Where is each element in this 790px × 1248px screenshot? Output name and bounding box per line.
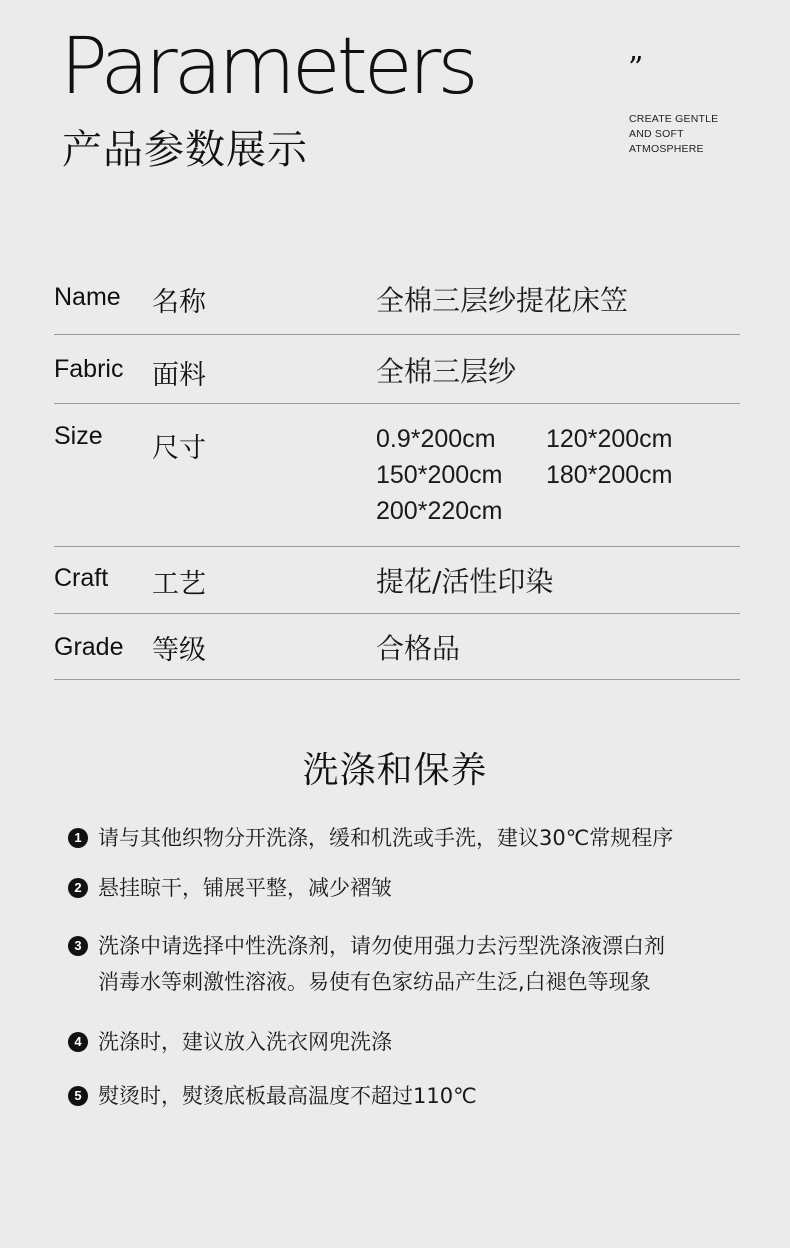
number-badge-icon: 3 — [68, 936, 88, 956]
size-value: 0.9*200cm — [376, 425, 496, 453]
size-value: 150*200cm — [376, 461, 503, 489]
page-title-en: Parameters — [60, 22, 475, 112]
param-value: 全棉三层纱提花床笠 — [376, 284, 629, 317]
size-value: 180*200cm — [546, 461, 673, 489]
param-label-cn: 尺寸 — [152, 433, 206, 464]
param-label-en: Fabric — [54, 355, 124, 383]
number-badge-icon: 4 — [68, 1032, 88, 1052]
param-value: 合格品 — [376, 632, 461, 665]
number-badge-icon: 2 — [68, 878, 88, 898]
param-label-cn: 等级 — [152, 635, 206, 666]
care-text: 请与其他织物分开洗涤，缓和机洗或手洗，建议30℃常规程序 — [98, 826, 674, 850]
param-row-name — [54, 264, 740, 335]
param-value: 提花/活性印染 — [376, 565, 554, 598]
param-row-grade — [54, 614, 740, 680]
care-title: 洗涤和保养 — [302, 750, 488, 791]
param-label-cn: 名称 — [152, 287, 206, 318]
care-text: 洗涤时，建议放入洗衣网兜洗涤 — [98, 1030, 392, 1054]
size-value: 120*200cm — [546, 425, 673, 453]
param-value: 全棉三层纱 — [376, 355, 517, 388]
care-text: 悬挂晾干，铺展平整，减少褶皱 — [98, 876, 392, 900]
care-text: 洗涤中请选择中性洗涤剂，请勿使用强力去污型洗涤液漂白剂 — [98, 934, 665, 958]
quote-mark-icon: ” — [628, 51, 644, 86]
care-text: 熨烫时，熨烫底板最高温度不超过110℃ — [98, 1084, 477, 1108]
param-label-en: Name — [54, 283, 121, 311]
page-title-cn: 产品参数展示 — [62, 127, 308, 173]
tagline-line: CREATE GENTLE — [629, 113, 719, 125]
param-row-size — [54, 404, 740, 547]
param-row-fabric — [54, 335, 740, 404]
tagline — [629, 112, 718, 157]
param-row-craft — [54, 547, 740, 614]
size-value: 200*220cm — [376, 497, 503, 525]
param-label-en: Grade — [54, 633, 124, 661]
size-values — [376, 424, 716, 526]
param-label-en: Craft — [54, 564, 109, 592]
care-text: 消毒水等刺激性溶液。易使有色家纺品产生泛,白褪色等现象 — [98, 970, 651, 994]
number-badge-icon: 5 — [68, 1086, 88, 1106]
tagline-line: ATMOSPHERE — [629, 143, 704, 155]
tagline-line: AND SOFT — [629, 128, 684, 140]
param-label-cn: 面料 — [152, 360, 206, 391]
param-label-cn: 工艺 — [152, 569, 206, 600]
number-badge-icon: 1 — [68, 828, 88, 848]
param-label-en: Size — [54, 422, 103, 450]
params-table — [54, 264, 740, 680]
